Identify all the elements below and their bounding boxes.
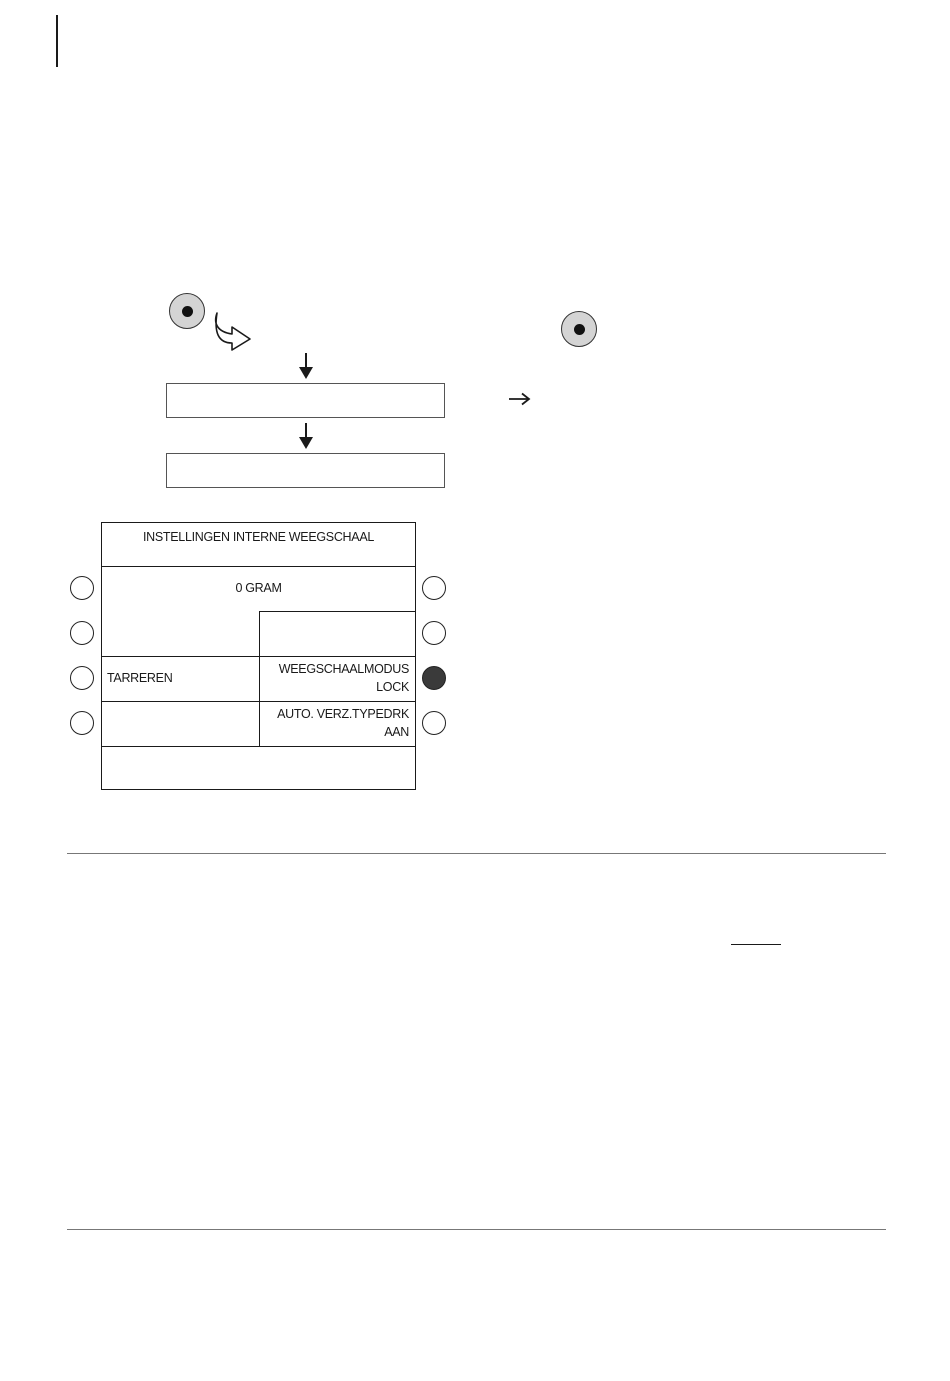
right-softkey-3-active[interactable] xyxy=(422,666,446,690)
weight-readout: 0 GRAM xyxy=(235,581,282,595)
down-arrow-line xyxy=(305,353,307,368)
screen-divider xyxy=(102,566,415,567)
auto-postage-label: AUTO. VERZ.TYPEDRK xyxy=(277,707,409,721)
auto-postage-value: AAN xyxy=(384,725,409,739)
margin-bar xyxy=(56,15,58,67)
down-arrow-icon xyxy=(299,437,313,449)
right-softkey-1[interactable] xyxy=(422,576,446,600)
display-screen xyxy=(101,522,416,790)
right-softkey-2[interactable] xyxy=(422,621,446,645)
flow-step-box-1 xyxy=(166,383,445,418)
tare-label: TARREREN xyxy=(107,671,173,685)
screen-divider xyxy=(259,611,415,612)
left-softkey-3[interactable] xyxy=(70,666,94,690)
round-key-icon[interactable] xyxy=(561,311,597,347)
section-divider xyxy=(67,1229,886,1230)
left-softkey-4[interactable] xyxy=(70,711,94,735)
curved-arrow-icon xyxy=(212,310,258,352)
round-key-icon[interactable] xyxy=(169,293,205,329)
screen-divider xyxy=(259,611,260,746)
section-divider xyxy=(67,853,886,854)
down-arrow-line xyxy=(305,423,307,438)
right-softkey-4[interactable] xyxy=(422,711,446,735)
short-underline xyxy=(731,944,781,945)
left-softkey-1[interactable] xyxy=(70,576,94,600)
down-arrow-icon xyxy=(299,367,313,379)
screen-title: INSTELLINGEN INTERNE WEEGSCHAAL xyxy=(142,530,375,544)
scale-mode-value: LOCK xyxy=(376,680,409,694)
screen-divider xyxy=(102,746,415,747)
flow-step-box-2 xyxy=(166,453,445,488)
scale-mode-label: WEEGSCHAALMODUS xyxy=(278,662,409,676)
right-arrow-icon xyxy=(508,392,532,406)
left-softkey-2[interactable] xyxy=(70,621,94,645)
